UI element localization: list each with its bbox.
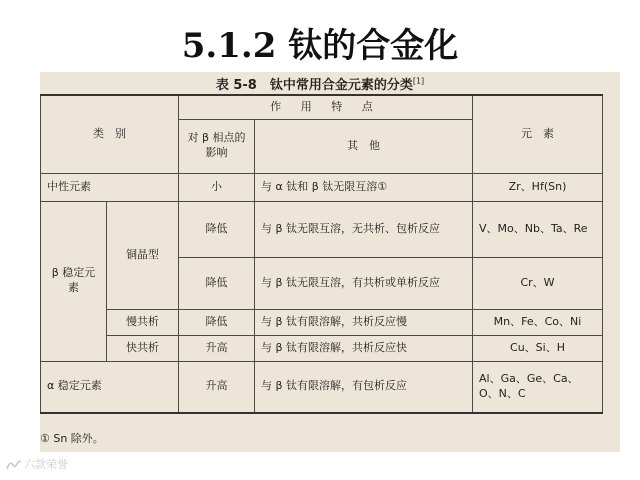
cell-alpha-elements: Al、Ga、Ge、Ca、O、N、C	[473, 361, 603, 413]
cell-iso2-elements: Cr、W	[473, 257, 603, 309]
cell-neutral-beta: 小	[179, 173, 255, 201]
header-category: 类 别	[41, 95, 179, 173]
cell-slow-beta: 降低	[179, 309, 255, 335]
cell-fast-beta: 升高	[179, 335, 255, 361]
watermark	[6, 456, 68, 472]
slide-title: 5.1.2 钛的合金化	[181, 26, 459, 66]
table-footnote: ① Sn 除外。	[40, 432, 104, 445]
header-elements: 元 素	[473, 95, 603, 173]
brand-logo-icon	[6, 459, 22, 471]
cell-neutral-elements: Zr、Hf(Sn)	[473, 173, 603, 201]
cell-neutral-other: 与 α 钛和 β 钛无限互溶①	[255, 173, 473, 201]
cell-fast-label: 快共析	[107, 335, 179, 361]
table-row-slow-eutectoid	[41, 309, 603, 335]
cell-isomorphous-label: 铜晶型	[107, 201, 179, 309]
cell-alpha-other: 与 β 钛有限溶解，有包析反应	[255, 361, 473, 413]
table-row-alpha-stable	[41, 361, 603, 413]
table-photo	[40, 72, 620, 452]
cell-slow-other: 与 β 钛有限溶解，共析反应慢	[255, 309, 473, 335]
table-header-row	[41, 95, 603, 119]
table-caption	[40, 74, 600, 93]
header-other: 其 他	[255, 119, 473, 173]
watermark-text: 六款荣誉	[24, 458, 68, 471]
cell-iso1-elements: V、Mo、Nb、Ta、Re	[473, 201, 603, 257]
header-effect: 作 用 特 点	[179, 95, 473, 119]
table-caption-ref: [1]	[412, 76, 425, 86]
cell-iso2-other: 与 β 钛无限互溶，有共析或单析反应	[255, 257, 473, 309]
cell-iso1-beta: 降低	[179, 201, 255, 257]
cell-iso2-beta: 降低	[179, 257, 255, 309]
cell-neutral-label: 中性元素	[41, 173, 179, 201]
cell-fast-other: 与 β 钛有限溶解，共析反应快	[255, 335, 473, 361]
table-caption-text: 表 5-8 钛中常用合金元素的分类	[215, 78, 413, 93]
cell-slow-elements: Mn、Fe、Co、Ni	[473, 309, 603, 335]
table-row-isomorphous-1	[41, 201, 603, 257]
table-row-fast-eutectoid	[41, 335, 603, 361]
header-beta-point: 对 β 相点的影响	[179, 119, 255, 173]
table-row-neutral	[41, 173, 603, 201]
cell-iso1-other: 与 β 钛无限互溶，无共析、包析反应	[255, 201, 473, 257]
alloy-classification-table	[40, 94, 603, 414]
cell-alpha-label: α 稳定元素	[41, 361, 179, 413]
cell-fast-elements: Cu、Si、H	[473, 335, 603, 361]
cell-alpha-beta: 升高	[179, 361, 255, 413]
cell-slow-label: 慢共析	[107, 309, 179, 335]
cell-beta-stable-label: β 稳定元素	[41, 201, 107, 361]
